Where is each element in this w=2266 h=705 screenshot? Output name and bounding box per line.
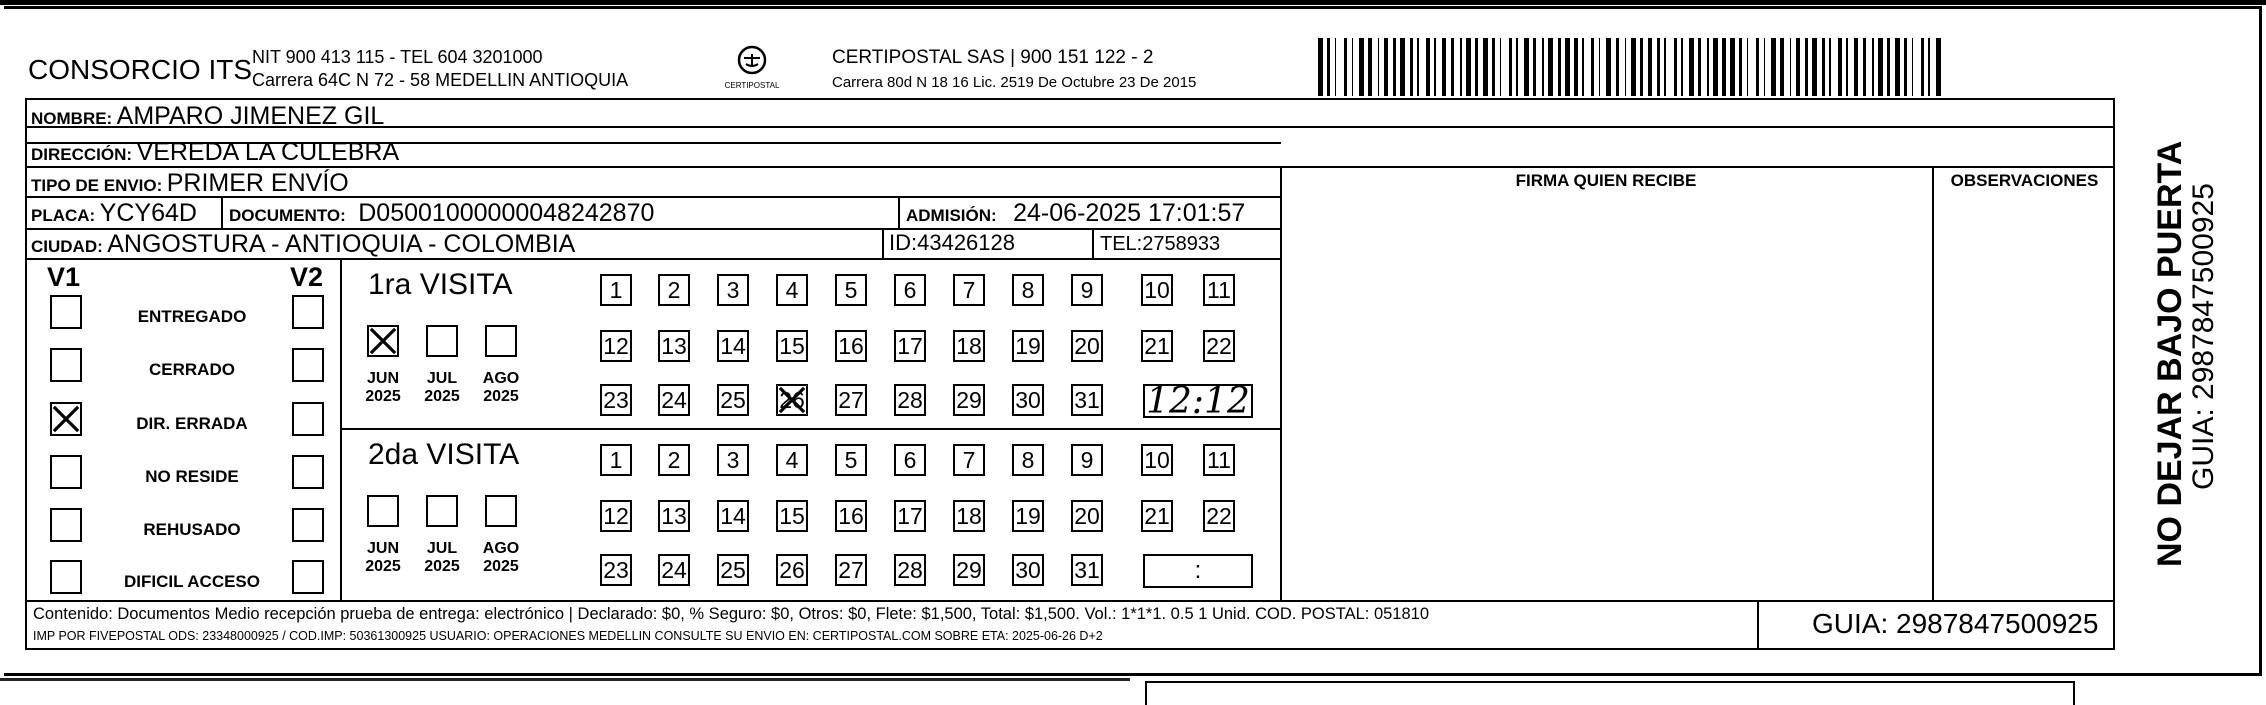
month-checkbox[interactable] <box>426 325 458 357</box>
admision-row <box>906 201 1245 226</box>
v2-checkbox[interactable] <box>292 295 324 329</box>
day-box[interactable]: 19 <box>1012 500 1044 532</box>
status-option-label: DIR. ERRADA <box>136 414 248 433</box>
day-box[interactable]: 20 <box>1071 500 1103 532</box>
placa-label: PLACA: <box>31 206 96 225</box>
tipo-row <box>31 171 349 196</box>
bottom-edge <box>0 678 1130 681</box>
id-sep <box>882 228 884 258</box>
direccion-label: DIRECCIÓN: <box>31 145 133 164</box>
admision-label: ADMISIÓN: <box>906 206 997 225</box>
status-option-label: REHUSADO <box>143 520 241 539</box>
month-label: JUN 2025 <box>365 370 401 405</box>
day-box[interactable]: 5 <box>835 444 867 476</box>
day-box[interactable]: 29 <box>953 554 985 586</box>
month-label: JUL 2025 <box>424 540 460 575</box>
day-box[interactable]: 19 <box>1012 330 1044 362</box>
side-guia: GUIA: 2987847500925 <box>2187 183 2220 490</box>
day-box[interactable]: 21 <box>1141 500 1173 532</box>
day-box[interactable]: 20 <box>1071 330 1103 362</box>
day-box[interactable]: 6 <box>894 444 926 476</box>
day-box[interactable]: 5 <box>835 274 867 306</box>
placa-row <box>31 201 197 226</box>
day-box[interactable]: 10 <box>1141 274 1173 306</box>
visit-time-box[interactable]: : <box>1143 554 1253 588</box>
firma-left-line <box>1280 166 1282 600</box>
svg-text:CERTIPOSTAL: CERTIPOSTAL <box>724 81 780 90</box>
placa-value: YCY64D <box>99 199 197 227</box>
guia-sep <box>1757 600 1759 650</box>
day-box[interactable]: 23 <box>600 384 632 416</box>
v1-checkbox[interactable] <box>50 348 82 382</box>
day-box[interactable]: 7 <box>953 444 985 476</box>
month-label: JUL 2025 <box>424 370 460 405</box>
day-box[interactable]: 27 <box>835 554 867 586</box>
day-box[interactable]: 17 <box>894 500 926 532</box>
status-option-label: ENTREGADO <box>137 307 247 326</box>
top-edge <box>0 0 2266 5</box>
day-box[interactable]: 8 <box>1012 274 1044 306</box>
day-box[interactable]: 2 <box>658 274 690 306</box>
month-checkbox[interactable] <box>485 495 517 527</box>
direccion-value: VEREDA LA CULEBRA <box>136 138 400 166</box>
documento-label: DOCUMENTO: <box>229 206 346 225</box>
v1-checkbox[interactable] <box>50 508 82 542</box>
day-box[interactable]: 4 <box>776 444 808 476</box>
day-box[interactable]: 28 <box>894 554 926 586</box>
day-box[interactable]: 1 <box>600 274 632 306</box>
certipostal-logo <box>720 44 784 94</box>
obs-left-line <box>1932 166 1934 600</box>
tipo-value: PRIMER ENVÍO <box>166 169 349 197</box>
status-option-label: CERRADO <box>149 360 235 379</box>
day-box[interactable]: 29 <box>953 384 985 416</box>
month-checkbox[interactable] <box>367 325 399 357</box>
day-box[interactable]: 15 <box>776 500 808 532</box>
day-box[interactable]: 10 <box>1141 444 1173 476</box>
month-checkbox[interactable] <box>367 495 399 527</box>
visit-title: 2da VISITA <box>368 438 520 471</box>
tel-value: TEL:2758933 <box>1100 233 1221 255</box>
observaciones-area[interactable] <box>1936 196 2113 598</box>
tel-sep <box>1092 228 1094 258</box>
day-box[interactable]: 4 <box>776 274 808 306</box>
observaciones-label: OBSERVACIONES <box>1950 171 2099 190</box>
day-box[interactable]: 31 <box>1071 384 1103 416</box>
day-box[interactable]: 3 <box>717 274 749 306</box>
footer-line <box>25 600 2115 602</box>
day-box[interactable]: 30 <box>1012 554 1044 586</box>
admision-sep <box>898 196 900 228</box>
bottom-scan-box <box>1145 681 2075 705</box>
month-label: AGO 2025 <box>482 540 520 575</box>
day-box[interactable]: 28 <box>894 384 926 416</box>
v2-checkbox[interactable] <box>292 560 324 594</box>
v1-checkbox[interactable] <box>50 560 82 594</box>
ciudad-label: CIUDAD: <box>31 237 103 256</box>
day-box[interactable]: 24 <box>658 384 690 416</box>
carrier-license: Carrera 80d N 18 16 Lic. 2519 De Octubre 23 De 2015 <box>832 74 1197 91</box>
day-box[interactable]: 12 <box>600 330 632 362</box>
v1-checkbox[interactable] <box>50 402 82 436</box>
nit-line: NIT 900 413 115 - TEL 604 3201000 <box>252 47 543 67</box>
day-box[interactable]: 8 <box>1012 444 1044 476</box>
day-box[interactable]: 14 <box>717 330 749 362</box>
day-box[interactable]: 25 <box>717 554 749 586</box>
v1-label: V1 <box>47 262 81 292</box>
ciudad-value: ANGOSTURA - ANTIOQUIA - COLOMBIA <box>107 230 576 258</box>
status-option-label: DIFICIL ACCESO <box>123 572 260 591</box>
footer-guia: GUIA: 2987847500925 <box>1812 608 2099 639</box>
day-box[interactable]: 11 <box>1203 444 1235 476</box>
nombre-row <box>31 104 384 129</box>
documento-value: D05001000000048242870 <box>358 199 655 227</box>
day-box[interactable]: 30 <box>1012 384 1044 416</box>
day-box[interactable]: 16 <box>835 500 867 532</box>
carrier-line: CERTIPOSTAL SAS | 900 151 122 - 2 <box>832 47 1154 68</box>
day-box[interactable]: 22 <box>1203 500 1235 532</box>
day-box[interactable]: 27 <box>835 384 867 416</box>
v2-label: V2 <box>290 262 324 292</box>
day-box[interactable]: 22 <box>1203 330 1235 362</box>
visit-time-box[interactable]: 12:12 <box>1143 384 1253 418</box>
firma-area[interactable] <box>1284 196 1930 598</box>
row-line <box>25 166 2115 168</box>
direccion-row <box>31 140 399 165</box>
day-box[interactable]: 18 <box>953 330 985 362</box>
day-box[interactable]: 26 <box>776 384 808 416</box>
v2-checkbox[interactable] <box>292 508 324 542</box>
day-box[interactable]: 11 <box>1203 274 1235 306</box>
month-checkbox[interactable] <box>485 325 517 357</box>
v2-checkbox[interactable] <box>292 348 324 382</box>
day-box[interactable]: 13 <box>658 500 690 532</box>
day-box[interactable]: 6 <box>894 274 926 306</box>
day-box[interactable]: 23 <box>600 554 632 586</box>
admision-value: 24-06-2025 17:01:57 <box>1013 199 1246 227</box>
tipo-label: TIPO DE ENVIO: <box>31 176 163 195</box>
day-box[interactable]: 9 <box>1071 274 1103 306</box>
imp-line: IMP POR FIVEPOSTAL ODS: 23348000925 / COD.IMP: 50361300925 USUARIO: OPERACIONES MEDELLIN CONSULTE SU ENVIO EN: CERTIPOSTAL.COM SOBRE ETA: 2025-06-26 D+2 <box>33 629 1103 643</box>
day-box[interactable]: 17 <box>894 330 926 362</box>
address-line: Carrera 64C N 72 - 58 MEDELLIN ANTIOQUIA <box>252 70 629 90</box>
status-option-label: NO RESIDE <box>145 467 239 486</box>
placa-sep <box>221 196 223 228</box>
nombre-label: NOMBRE: <box>31 109 113 128</box>
visit-divider <box>340 428 1281 430</box>
company-name: CONSORCIO ITS <box>28 54 253 85</box>
day-box[interactable]: 25 <box>717 384 749 416</box>
v1-checkbox[interactable] <box>50 455 82 489</box>
side-warning: NO DEJAR BAJO PUERTA <box>2151 140 2189 567</box>
day-box[interactable]: 13 <box>658 330 690 362</box>
day-box[interactable]: 15 <box>776 330 808 362</box>
v2-checkbox[interactable] <box>292 402 324 436</box>
v-status-line <box>340 258 342 600</box>
month-label: AGO 2025 <box>482 370 520 405</box>
day-box[interactable]: 31 <box>1071 554 1103 586</box>
row-line <box>25 258 1281 260</box>
day-box[interactable]: 2 <box>658 444 690 476</box>
day-box[interactable]: 3 <box>717 444 749 476</box>
day-box[interactable]: 24 <box>658 554 690 586</box>
day-box[interactable]: 26 <box>776 554 808 586</box>
day-box[interactable]: 7 <box>953 274 985 306</box>
firma-label: FIRMA QUIEN RECIBE <box>1515 171 1697 190</box>
nombre-value: AMPARO JIMENEZ GIL <box>116 102 385 130</box>
v1-checkbox[interactable] <box>50 295 82 329</box>
visit-title: 1ra VISITA <box>368 268 513 301</box>
id-value: ID:43426128 <box>889 230 1015 255</box>
v2-checkbox[interactable] <box>292 455 324 489</box>
day-box[interactable]: 1 <box>600 444 632 476</box>
contenido-line: Contenido: Documentos Medio recepción prueba de entrega: electrónico | Declarado: $0, % Seguro: $0, Otros: $0, Flete: $1,500, Total: $1,500. Vol.: 1*1*1. 0.5 1 Unid. COD. POSTAL: 051810 <box>33 605 1430 623</box>
month-label: JUN 2025 <box>365 540 401 575</box>
day-box[interactable]: 9 <box>1071 444 1103 476</box>
ciudad-row <box>31 232 575 257</box>
day-box[interactable]: 16 <box>835 330 867 362</box>
day-box[interactable]: 14 <box>717 500 749 532</box>
barcode <box>1318 38 1940 96</box>
day-box[interactable]: 21 <box>1141 330 1173 362</box>
day-box[interactable]: 18 <box>953 500 985 532</box>
documento-row <box>229 201 654 226</box>
month-checkbox[interactable] <box>426 495 458 527</box>
day-box[interactable]: 12 <box>600 500 632 532</box>
